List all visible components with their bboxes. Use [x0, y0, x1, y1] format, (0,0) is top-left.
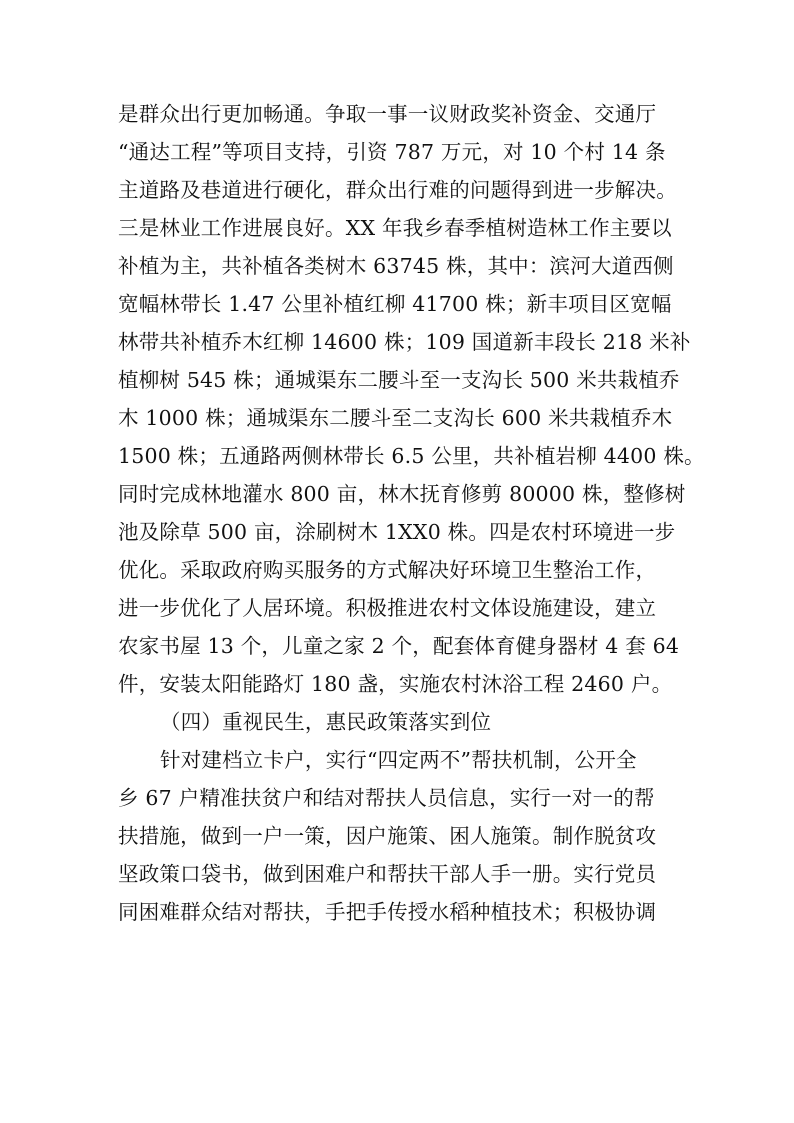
body-line: 宽幅林带长 1.47 公里补植红柳 41700 株；新丰项目区宽幅 [118, 292, 672, 316]
body-line: 扶措施，做到一户一策，因户施策、困人施策。制作脱贫攻 [118, 824, 657, 848]
body-line: 农家书屋 13 个，儿童之家 2 个，配套体育健身器材 4 套 64 [118, 634, 680, 658]
body-line: 三是林业工作进展良好。XX 年我乡春季植树造林工作主要以 [118, 216, 672, 240]
section-heading: （四）重视民生，惠民政策落实到位 [160, 710, 492, 734]
body-line: 补植为主，共补植各类树木 63745 株，其中：滨河大道西侧 [118, 254, 674, 278]
body-line: 进一步优化了人居环境。积极推进农村文体设施建设，建立 [118, 596, 657, 620]
body-line: 件，安装太阳能路灯 180 盏，实施农村沐浴工程 2460 户。 [118, 672, 673, 696]
body-line: 针对建档立卡户，实行“四定两不”帮扶机制，公开全 [160, 748, 637, 772]
body-line: 1500 株；五通路两侧林带长 6.5 公里，共补植岩柳 4400 株。 [118, 444, 705, 468]
body-line: 坚政策口袋书，做到困难户和帮扶干部人手一册。实行党员 [118, 862, 657, 886]
body-line: 优化。采取政府购买服务的方式解决好环境卫生整治工作， [118, 558, 657, 582]
body-line: 植柳树 545 株；通城渠东二腰斗至一支沟长 500 米共栽植乔 [118, 368, 680, 392]
body-line: “通达工程”等项目支持，引资 787 万元，对 10 个村 14 条 [118, 140, 666, 164]
body-line: 木 1000 株；通城渠东二腰斗至二支沟长 600 米共栽植乔木 [118, 406, 673, 430]
body-line: 是群众出行更加畅通。争取一事一议财政奖补资金、交通厅 [118, 102, 657, 126]
body-line: 池及除草 500 亩，涂刷树木 1XX0 株。四是农村环境进一步 [118, 520, 676, 544]
body-line: 乡 67 户精准扶贫户和结对帮扶人员信息，实行一对一的帮 [118, 786, 655, 810]
body-line: 同时完成林地灌水 800 亩，林木抚育修剪 80000 株，整修树 [118, 482, 686, 506]
body-line: 同困难群众结对帮扶，手把手传授水稻种植技术；积极协调 [118, 900, 657, 924]
body-line: 主道路及巷道进行硬化，群众出行难的问题得到进一步解决。 [118, 178, 677, 202]
body-line: 林带共补植乔木红柳 14600 株；109 国道新丰段长 218 米补 [118, 330, 691, 354]
